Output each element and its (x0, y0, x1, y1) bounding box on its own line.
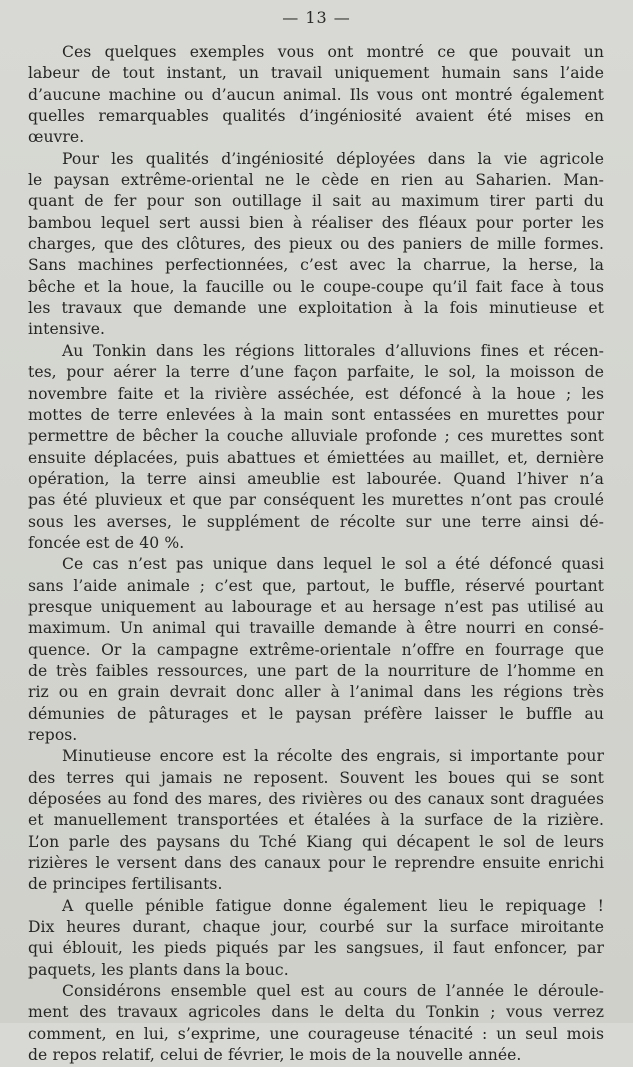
paragraph (28, 149, 604, 341)
text-line: quelles remarquables qualités d’ingéniosité avaient été mises en (28, 107, 604, 126)
paragraph (28, 42, 604, 149)
text-line: Minutieuse encore est la récolte des engrais, si importante pour (62, 747, 604, 766)
text-line: déposées au fond des mares, des rivières ou des canaux sont draguées (28, 790, 604, 809)
paragraph (28, 896, 604, 981)
text-line: comment, en lui, s’exprime, une courageuse ténacité : un seul mois (28, 1024, 604, 1043)
text-line: permettre de bêcher la couche alluviale profonde ; ces murettes sont (28, 427, 604, 446)
body-text (28, 42, 604, 1067)
text-line: qui éblouit, les pieds piqués par les sangsues, il faut enfoncer, par (28, 939, 604, 958)
text-line: quence. Or la campagne extrême-orientale n’offre en fourrage que (28, 640, 604, 659)
text-line: démunies de pâturages et le paysan préfère laisser le buffle au (28, 704, 604, 723)
text-line: repos. (28, 726, 78, 744)
text-line: L’on parle des paysans du Tché Kiang qui décapent le sol de leurs (28, 832, 604, 851)
text-line: riz ou en grain devrait donc aller à l’animal dans les régions très (28, 683, 604, 702)
text-line: tes, pour aérer la terre d’une façon parfaite, le sol, la moisson de (28, 363, 604, 382)
text-line: sous les averses, le supplément de récolte sur une terre ainsi dé- (28, 512, 604, 531)
paragraph (28, 746, 604, 895)
text-line: le paysan extrême-oriental ne le cède en rien au Saharien. Man- (28, 171, 604, 190)
text-line: foncée est de 40 %. (28, 533, 185, 552)
text-line: les travaux que demande une exploitation à la fois minutieuse et (28, 299, 604, 318)
text-line: Au Tonkin dans les régions littorales d’alluvions fines et récen- (62, 341, 604, 360)
text-line: presque uniquement au labourage et au hersage n’est pas utilisé au (28, 597, 604, 616)
text-line: A quelle pénible fatigue donne également lieu le repiquage ! (62, 896, 604, 915)
text-line: ensuite déplacées, puis abattues et émiettées au maillet, et, dernière (28, 448, 604, 467)
text-line: Considérons ensemble quel est au cours de l’année le déroule- (62, 982, 604, 1001)
text-line: Ces quelques exemples vous ont montré ce que pouvait un (62, 43, 604, 61)
text-line: quant de fer pour son outillage il sait au maximum tirer parti du (28, 192, 604, 211)
text-line: et manuellement transportées et étalées à la surface de la rizière. (28, 811, 604, 830)
text-line: novembre faite et la rivière asséchée, est défoncé à la houe ; les (28, 384, 604, 403)
text-line: charges, que des clôtures, des pieux ou des paniers de mille formes. (28, 235, 604, 254)
text-line: intensive. (28, 320, 106, 339)
paragraph (28, 554, 604, 746)
text-line: œuvre. (28, 128, 85, 147)
text-line: bêche et la houe, la faucille ou le coupe-coupe qu’il fait face à tous (28, 277, 604, 296)
text-line: maximum. Un animal qui travaille demande à être nourri en consé- (28, 619, 604, 638)
text-line: opération, la terre ainsi ameublie est labourée. Quand l’hiver n’a (28, 469, 604, 488)
text-line: paquets, les plants dans la bouc. (28, 960, 289, 979)
text-line: de très faibles ressources, une part de la nourriture de l’homme en (28, 661, 604, 680)
text-line: ment des travaux agricoles dans le delta du Tonkin ; vous verrez (28, 1003, 604, 1022)
text-line: bambou lequel sert aussi bien à réaliser des fléaux pour porter les (28, 213, 604, 232)
text-line: labeur de tout instant, un travail uniquement humain sans l’aide (28, 64, 604, 83)
page-number: — 13 — (282, 8, 351, 27)
text-line: mottes de terre enlevées à la main sont entassées en murettes pour (28, 405, 604, 424)
text-line: Dix heures durant, chaque jour, courbé sur la surface miroitante (28, 918, 604, 937)
text-line: rizières le versent dans des canaux pour le reprendre ensuite enrichi (28, 854, 604, 873)
text-line: Pour les qualités d’ingéniosité déployées dans la vie agricole (62, 149, 604, 168)
paragraph (28, 981, 604, 1066)
text-line: des terres qui jamais ne reposent. Souvent les boues qui se sont (28, 768, 604, 787)
text-line: de principes fertilisants. (28, 875, 223, 894)
text-line: pas été pluvieux et que par conséquent les murettes n’ont pas croulé (28, 491, 604, 510)
paragraph (28, 341, 604, 554)
text-line: sans l’aide animale ; c’est que, partout, le buffle, réservé pourtant (28, 576, 604, 595)
text-line: Ce cas n’est pas unique dans lequel le sol a été défoncé quasi (62, 555, 604, 574)
text-line: d’aucune machine ou d’aucun animal. Ils vous ont montré également (28, 85, 604, 104)
text-line: de repos relatif, celui de février, le mois de la nouvelle année. (28, 1046, 522, 1065)
text-line: Sans machines perfectionnées, c’est avec la charrue, la herse, la (28, 256, 604, 275)
